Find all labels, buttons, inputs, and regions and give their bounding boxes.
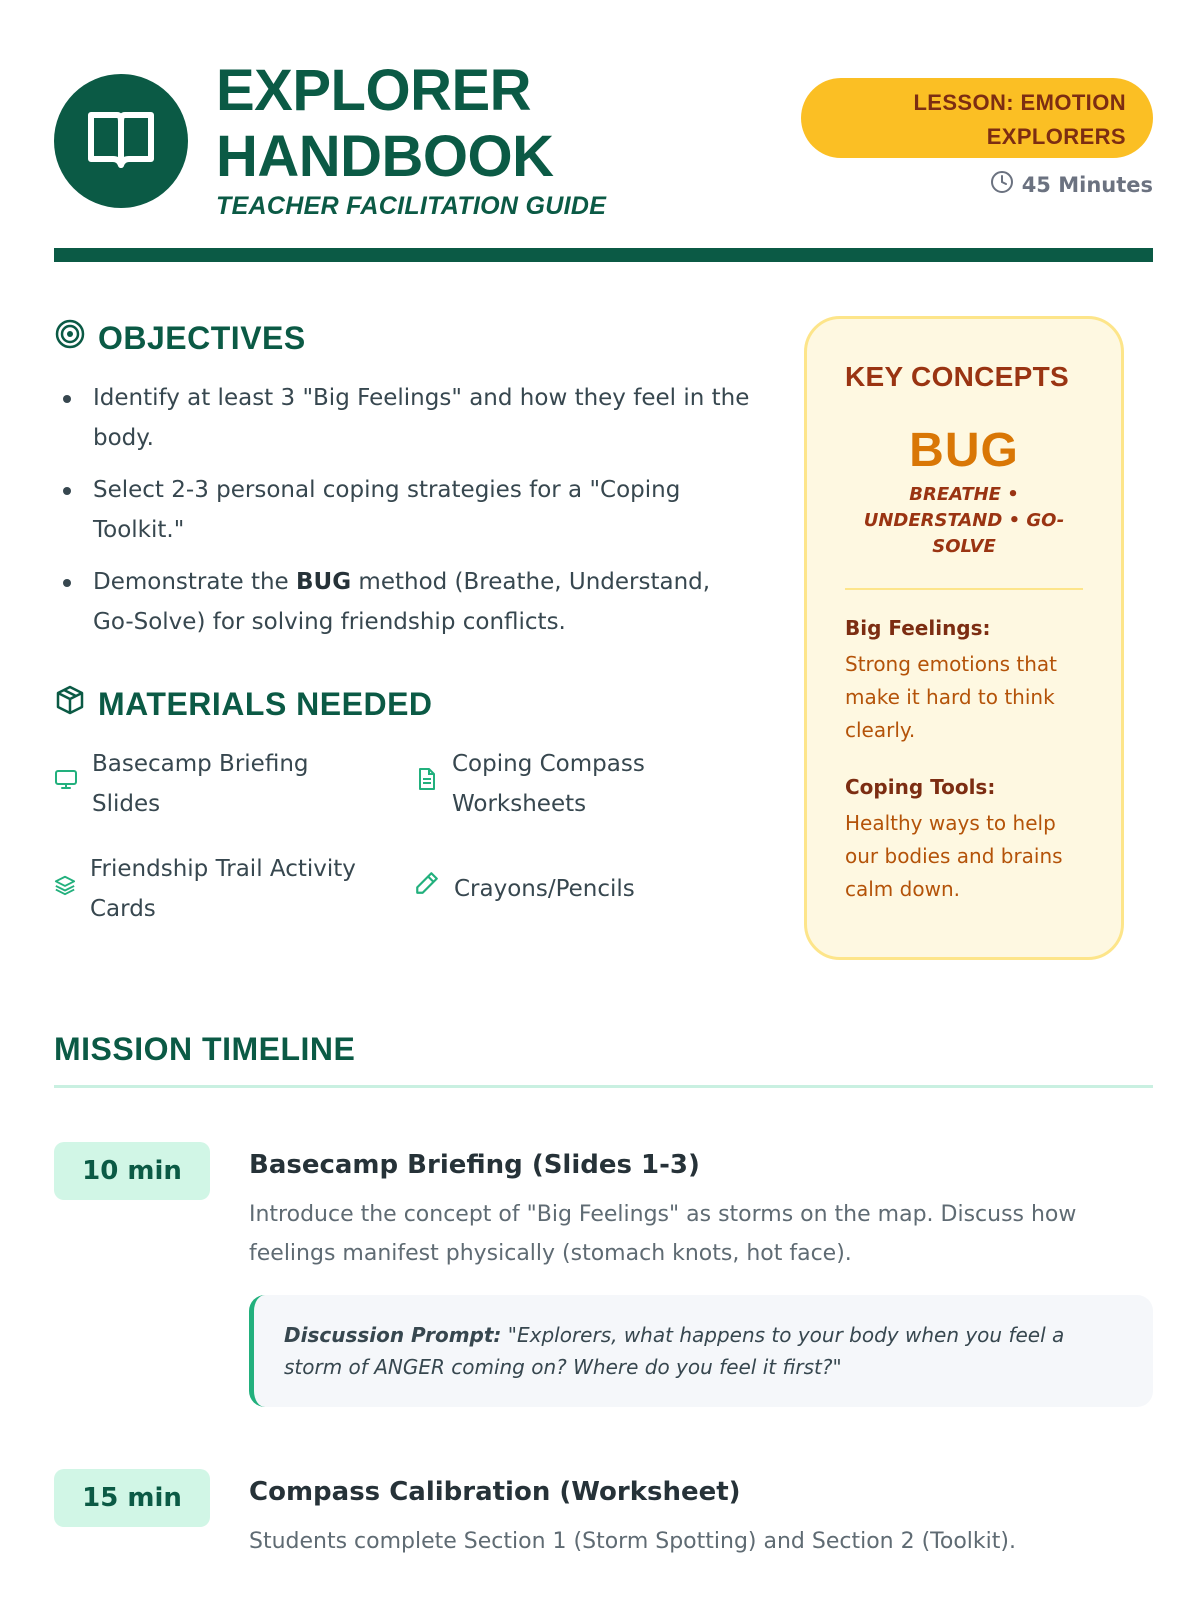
box-icon bbox=[54, 684, 86, 724]
duration-badge: 15 min bbox=[54, 1469, 210, 1527]
acronym: BUG bbox=[909, 424, 1019, 477]
objective-item bbox=[54, 470, 754, 550]
concept-term: Coping Tools: bbox=[845, 775, 996, 799]
key-concepts-title: KEY CONCEPTS bbox=[845, 361, 1070, 392]
lesson-badge bbox=[801, 78, 1153, 158]
objective-text: Demonstrate the bbox=[93, 569, 297, 595]
activity-description: Introduce the concept of "Big Feelings" as storms on the map. Discuss how feelings manifest physically (stomach knots, hot face). bbox=[249, 1202, 1077, 1266]
materials-heading bbox=[54, 684, 433, 724]
objectives-heading bbox=[54, 318, 306, 358]
objective-text: Identify at least 3 "Big Feelings" and how they feel in the body. bbox=[93, 385, 750, 451]
material-item bbox=[414, 744, 754, 824]
brand-title-line1: EXPLORER bbox=[216, 58, 532, 123]
timeline-title: MISSION TIMELINE bbox=[54, 1031, 356, 1067]
header bbox=[54, 58, 1153, 258]
objective-item bbox=[54, 562, 754, 642]
materials-grid bbox=[54, 744, 754, 934]
objective-text-rest: method (Breathe, Understand, Go-Solve) for solving friendship conflicts. bbox=[93, 569, 711, 635]
timeline-body bbox=[249, 1142, 1153, 1407]
header-divider bbox=[54, 248, 1153, 262]
layers-icon bbox=[54, 869, 76, 909]
document-icon bbox=[414, 764, 438, 804]
duration-badge: 10 min bbox=[54, 1142, 210, 1200]
logo bbox=[54, 74, 188, 208]
material-label: Basecamp Briefing Slides bbox=[92, 751, 309, 817]
materials-title: MATERIALS NEEDED bbox=[98, 685, 433, 722]
activity-description: Students complete Section 1 (Storm Spotting) and Section 2 (Toolkit). bbox=[249, 1529, 1016, 1554]
concept-definition: Healthy ways to help our bodies and brains calm down. bbox=[845, 811, 1063, 901]
material-item bbox=[414, 869, 714, 909]
brand-title-line2: HANDBOOK bbox=[216, 124, 554, 189]
material-label: Coping Compass Worksheets bbox=[452, 751, 645, 817]
discussion-prompt bbox=[249, 1295, 1153, 1407]
brand-block bbox=[216, 58, 606, 221]
lesson-duration bbox=[990, 170, 1153, 199]
acronym-expansion: BREATHE • UNDERSTAND • GO-SOLVE bbox=[863, 484, 1065, 557]
objective-bold-term: BUG bbox=[296, 569, 352, 595]
objectives-title: OBJECTIVES bbox=[98, 319, 306, 356]
lesson-badge-line2: EXPLORERS bbox=[986, 124, 1126, 149]
concept-definition: Strong emotions that make it hard to think clearly. bbox=[845, 652, 1058, 742]
pencil-icon bbox=[414, 869, 440, 909]
activity-title: Basecamp Briefing (Slides 1-3) bbox=[249, 1150, 700, 1180]
facilitation-guide-page bbox=[54, 0, 1153, 1600]
open-book-icon bbox=[85, 107, 157, 175]
prompt-text: "Explorers, what happens to your body when you feel a storm of ANGER coming on? Where do you feel it first?" bbox=[284, 1323, 1065, 1379]
lesson-badge-line1: LESSON: EMOTION bbox=[913, 90, 1126, 115]
timeline-heading bbox=[54, 1031, 355, 1068]
objective-text: Select 2-3 personal coping strategies for a "Coping Toolkit." bbox=[93, 477, 681, 543]
target-icon bbox=[54, 318, 86, 358]
monitor-icon bbox=[54, 764, 78, 804]
objective-item bbox=[54, 378, 754, 458]
material-label: Friendship Trail Activity Cards bbox=[90, 856, 356, 922]
guide-subtitle: TEACHER FACILITATION GUIDE bbox=[216, 192, 607, 220]
timeline-body bbox=[249, 1469, 1153, 1561]
material-item bbox=[54, 744, 384, 824]
material-item bbox=[54, 849, 394, 929]
activity-title: Compass Calibration (Worksheet) bbox=[249, 1477, 741, 1507]
duration-text: 45 Minutes bbox=[1021, 172, 1153, 197]
prompt-label: Discussion Prompt: bbox=[284, 1323, 502, 1347]
objectives-list bbox=[54, 378, 754, 654]
material-label: Crayons/Pencils bbox=[454, 876, 635, 902]
key-concepts-divider bbox=[845, 588, 1083, 590]
timeline-divider bbox=[54, 1085, 1153, 1088]
key-concepts-card bbox=[804, 316, 1124, 960]
concept-term: Big Feelings: bbox=[845, 616, 991, 640]
clock-icon bbox=[990, 170, 1014, 199]
